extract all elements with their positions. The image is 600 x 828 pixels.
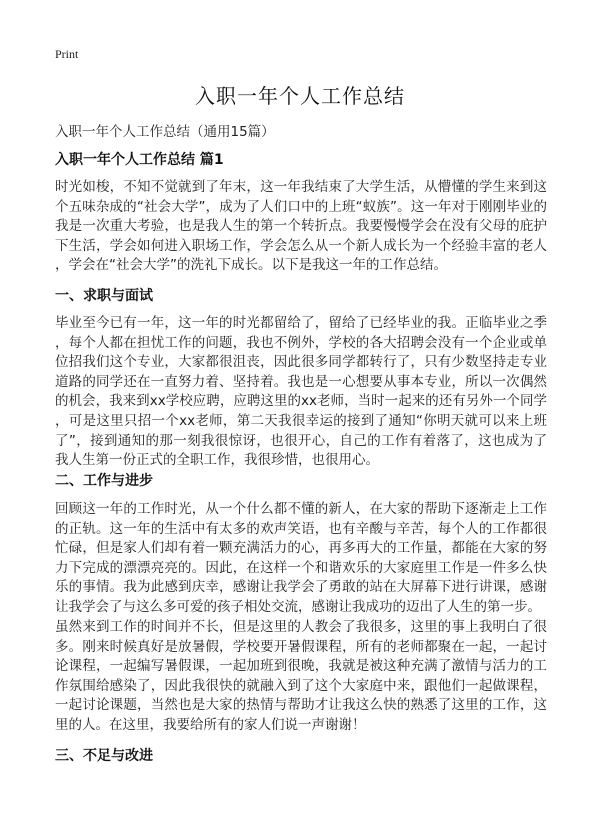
part-heading: 入职一年个人工作总结 篇1: [55, 152, 224, 168]
paragraph-line: 的正轨。这一年的生活中有太多的欢声笑语，也有辛酸与辛苦，每个人的工作都很: [55, 520, 547, 537]
paragraph-line: 力下完成的漂漂亮亮的。因此，在这样一个和谐欢乐的大家庭里工作是一件多么快: [55, 559, 547, 576]
paragraph-line: 个五味杂成的“社会大学”，成为了人们口中的上班“蚁族”。这一年对于刚刚毕业的: [55, 198, 547, 215]
document-subtitle: 入职一年个人工作总结（通用15篇）: [55, 124, 275, 140]
paragraph-line: 乐的事情。我为此感到庆幸，感谢让我学会了勇敢的站在大屏幕下进行讲课，感谢: [55, 579, 547, 596]
section-heading-job-search: 一、求职与面试: [55, 288, 153, 304]
paragraph-line: 虽然来到工作的时间并不长，但是这里的人教会了我很多，这里的事上我明白了很: [55, 619, 547, 635]
paragraph-line: 里的人。在这里，我要给所有的家人们说一声谢谢！: [55, 716, 366, 733]
paragraph-line: 我是一次重大考验，也是我人生的第一个转折点。我要慢慢学会在没有父母的庇护: [55, 218, 547, 235]
section-heading-shortcomings: 三、不足与改进: [55, 748, 153, 764]
paragraph-line: 的机会，我来到xx学校应聘，应聘这里的xx老师，当时一起来的还有另外一个同学: [55, 393, 547, 410]
paragraph-line: ，可是这里只招一个xx老师，第二天我很幸运的接到了通知“你明天就可以来上班: [55, 412, 547, 429]
document-title: 入职一年个人工作总结: [195, 84, 405, 108]
paragraph-line: 让我学会了与这么多可爱的孩子相处交流，感谢让我成功的迈出了人生的第一步。: [55, 598, 541, 615]
intro-paragraph: [55, 178, 547, 276]
paragraph-line: 下生活，学会如何进入职场工作，学会怎么从一个新人成长为一个经验丰富的老人: [55, 237, 547, 254]
paragraph-line: 一起讨论课题，当然也是大家的热情与帮助才让我这么快的熟悉了这里的工作，这: [55, 697, 547, 714]
paragraph-line: 位招我们这个专业，大家都很沮丧，因此很多同学都转行了，只有少数坚持走专业: [55, 354, 547, 371]
paragraph-line: 论课程，一起编写暑假课，一起加班到很晚，我就是被这种充满了激情与活力的工: [55, 658, 547, 675]
paragraph-line: ，每个人都在担忧工作的问题，我也不例外，学校的各大招聘会没有一个企业或单: [55, 334, 547, 351]
section-paragraph: [55, 314, 547, 471]
paragraph-line: ，学会在“社会大学”的洗礼下成长。以下是我这一年的工作总结。: [55, 257, 447, 274]
section-paragraph: [55, 500, 547, 618]
paragraph-line: 作氛围给感染了，因此我很快的就融入到了这个大家庭中来，跟他们一起做课程，: [55, 677, 547, 694]
section-heading-work-progress: 二、工作与进步: [55, 473, 153, 489]
section-paragraph: [55, 618, 547, 736]
paragraph-line: 道路的同学还在一直努力着、坚持着。我也是一心想要从事本专业，所以一次偶然: [55, 373, 547, 390]
paragraph-line: 毕业至今已有一年，这一年的时光都留给了，留给了已经毕业的我。正临毕业之季: [55, 315, 547, 331]
paragraph-line: 了”，接到通知的那一刻我很惊讶，也很开心，自己的工作有着落了，这也成为了: [55, 432, 547, 449]
print-label: Print: [55, 47, 79, 61]
paragraph-line: 忙碌，但是家人们却有着一颗充满活力的心，再多再大的工作量，都能在大家的努: [55, 540, 547, 557]
paragraph-line: 时光如梭，不知不觉就到了年末，这一年我结束了大学生活，从懵懂的学生来到这: [55, 179, 547, 195]
paragraph-line: 我人生第一份正式的全职工作，我很珍惜，也很用心。: [55, 452, 379, 469]
paragraph-line: 回顾这一年的工作时光，从一个什么都不懂的新人，在大家的帮助下逐渐走上工作: [55, 501, 547, 517]
paragraph-line: 多。刚来时候真好是放暑假，学校要开暑假课程，所有的老师都聚在一起，一起讨: [55, 638, 547, 655]
